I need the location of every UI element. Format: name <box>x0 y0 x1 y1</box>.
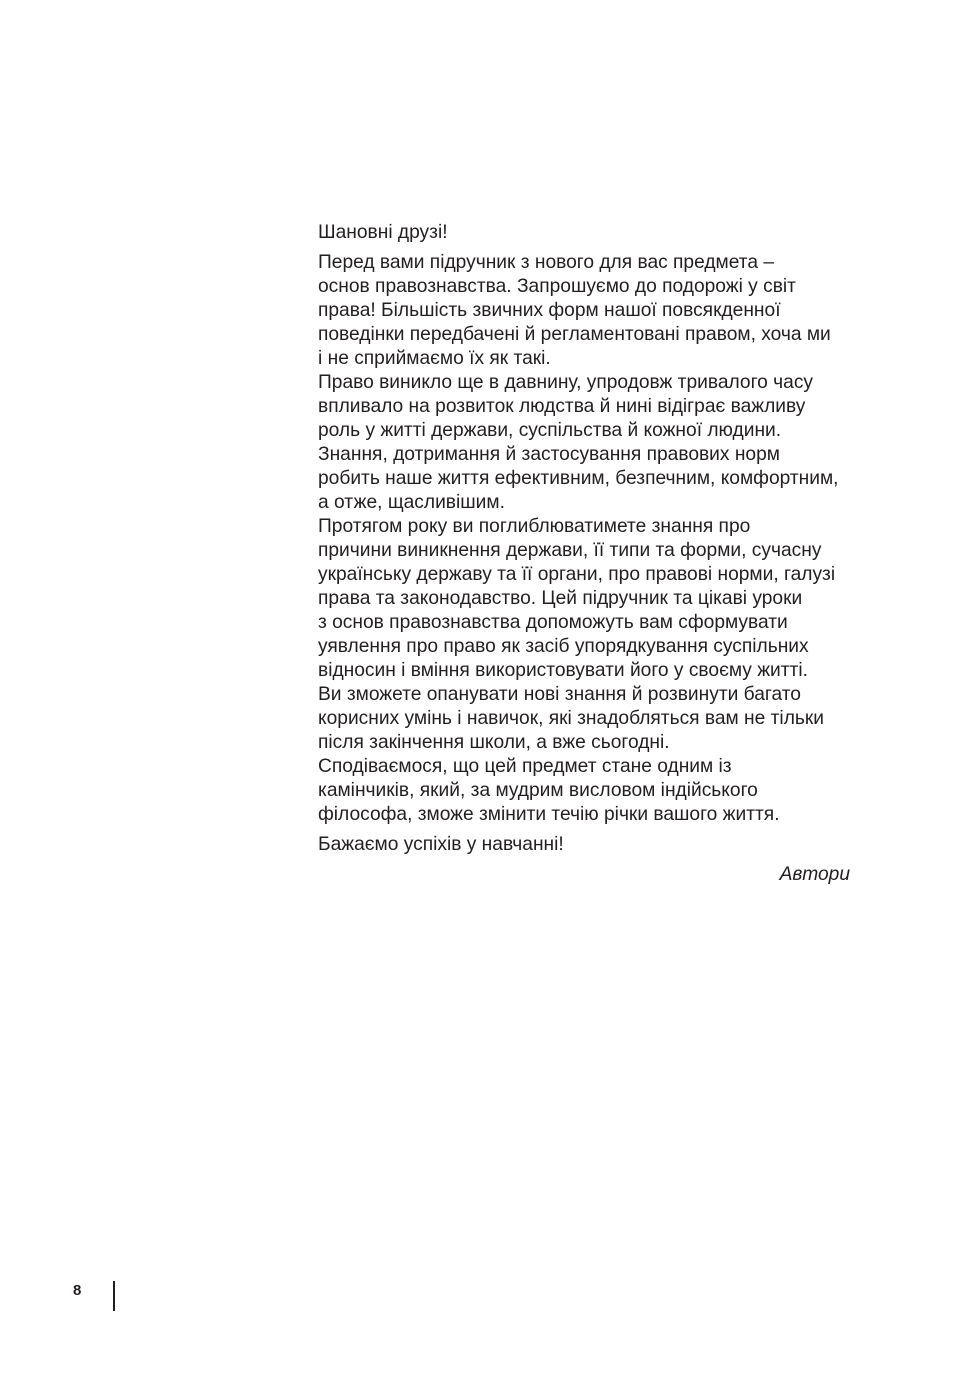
text-line: філософа, зможе змінити течію річки вашого життя. <box>318 804 780 825</box>
letter-body <box>284 221 854 887</box>
text-line: а отже, щасливішим. <box>318 492 505 513</box>
text-line: Протягом року ви поглиблюватимете знання про <box>318 516 751 537</box>
text-line: причини виникнення держави, її типи та форми, сучасну <box>318 540 822 561</box>
text-line: основ правознавства. Запрошуємо до подорожі у світ <box>318 276 796 297</box>
text-line: Право виникло ще в давнину, упродовж тривалого часу <box>318 372 814 393</box>
text-line: камінчиків, який, за мудрим висловом індійського <box>318 780 758 801</box>
text-line: поведінки передбачені й регламентовані правом, хоча ми <box>318 324 831 345</box>
text-line: права та законодавство. Цей підручник та цікаві уроки <box>318 588 803 609</box>
closing-line: Бажаємо успіхів у навчанні! <box>318 834 564 855</box>
text-line: з основ правознавства допоможуть вам сформувати <box>318 612 788 633</box>
text-line: Перед вами підручник з нового для вас предмета – <box>318 252 775 273</box>
greeting: Шановні друзі! <box>318 222 448 243</box>
signature: Автори <box>779 864 850 885</box>
paragraph <box>284 251 854 371</box>
text-line: робить наше життя ефективним, безпечним, комфортним, <box>318 468 839 489</box>
text-line: корисних умінь і навичок, які знадобляться вам не тільки <box>318 708 825 729</box>
text-line: уявлення про право як засіб упорядкування суспільних <box>318 636 809 657</box>
text-line: роль у житті держави, суспільства й кожної людини. <box>318 420 782 441</box>
text-line: права! Більшість звичних форм нашої повсякденної <box>318 300 781 321</box>
paragraph <box>284 371 854 443</box>
text-line: відносин і вміння використовувати його у своєму житті. <box>318 660 808 681</box>
page-number: 8 <box>73 1282 82 1299</box>
paragraph <box>284 755 854 827</box>
paragraph <box>284 443 854 515</box>
text-line: Сподіваємося, що цей предмет стане одним із <box>318 756 732 777</box>
text-line: впливало на розвиток людства й нині відіграє важливу <box>318 396 806 417</box>
paragraph <box>284 515 854 755</box>
text-line: Знання, дотримання й застосування правових норм <box>318 444 780 465</box>
text-line: і не сприймаємо їх як такі. <box>318 348 551 369</box>
text-line: українську державу та її органи, про правові норми, галузі <box>318 564 836 585</box>
text-line: після закінчення школи, а вже сьогодні. <box>318 732 670 753</box>
page-number-rule <box>113 1281 115 1311</box>
text-line: Ви зможете опанувати нові знання й розвинути багато <box>318 684 801 705</box>
